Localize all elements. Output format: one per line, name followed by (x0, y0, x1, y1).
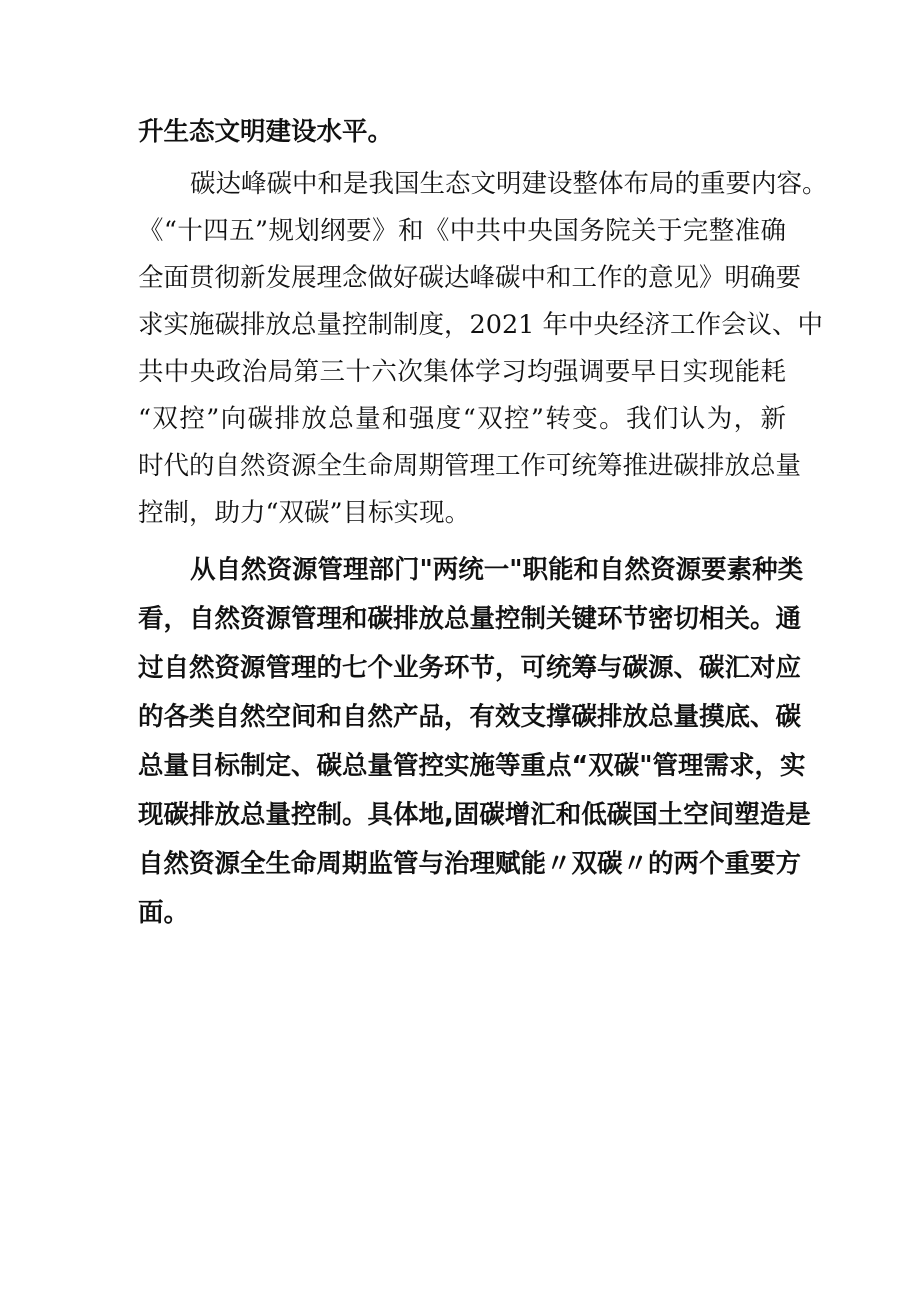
paragraph-1-line-4: 求实施碳排放总量控制制度，2021 年中央经济工作会议、中 (138, 310, 824, 340)
paragraph-1-line-6: “双控”向碳排放总量和强度“双控”转变。我们认为，新 (138, 404, 786, 434)
paragraph-2-line-8: 面。 (138, 898, 190, 928)
paragraph-1-line-3: 全面贯彻新发展理念做好碳达峰碳中和工作的意见》明确要 (138, 263, 802, 293)
paragraph-2-line-6: 现碳排放总量控制。具体地,固碳增汇和低碳国土空间塑造是 (138, 800, 811, 830)
paragraph-1-line-8: 控制，助力“双碳”目标实现。 (138, 498, 471, 528)
paragraph-2-line-5: 总量目标制定、碳总量管控实施等重点“双碳"管理需求，实 (138, 751, 806, 781)
paragraph-1-line-5: 共中央政治局第三十六次集体学习均强调要早日实现能耗 (138, 357, 786, 387)
paragraph-2-line-2: 看，自然资源管理和碳排放总量控制关键环节密切相关。通 (138, 604, 802, 634)
paragraph-1-line-7: 时代的自然资源全生命周期管理工作可统筹推进碳排放总量 (138, 451, 802, 481)
paragraph-0-line-1: 升生态文明建设水平。 (138, 117, 394, 147)
paragraph-2-line-7: 自然资源全生命周期监管与治理赋能〃双碳〃的两个重要方 (138, 849, 802, 879)
paragraph-2-line-4: 的各类自然空间和自然产品，有效支撑碳排放总量摸底、碳 (138, 702, 802, 732)
paragraph-1-line-1: 碳达峰碳中和是我国生态文明建设整体布局的重要内容。 (190, 169, 828, 199)
paragraph-2-line-3: 过自然资源管理的七个业务环节，可统筹与碳源、碳汇对应 (138, 653, 802, 683)
paragraph-2-line-1: 从自然资源管理部门"两统一"职能和自然资源要素种类 (190, 555, 804, 585)
paragraph-1-line-2: 《“十四五”规划纲要》和《中共中央国务院关于完整准确 (138, 216, 786, 246)
